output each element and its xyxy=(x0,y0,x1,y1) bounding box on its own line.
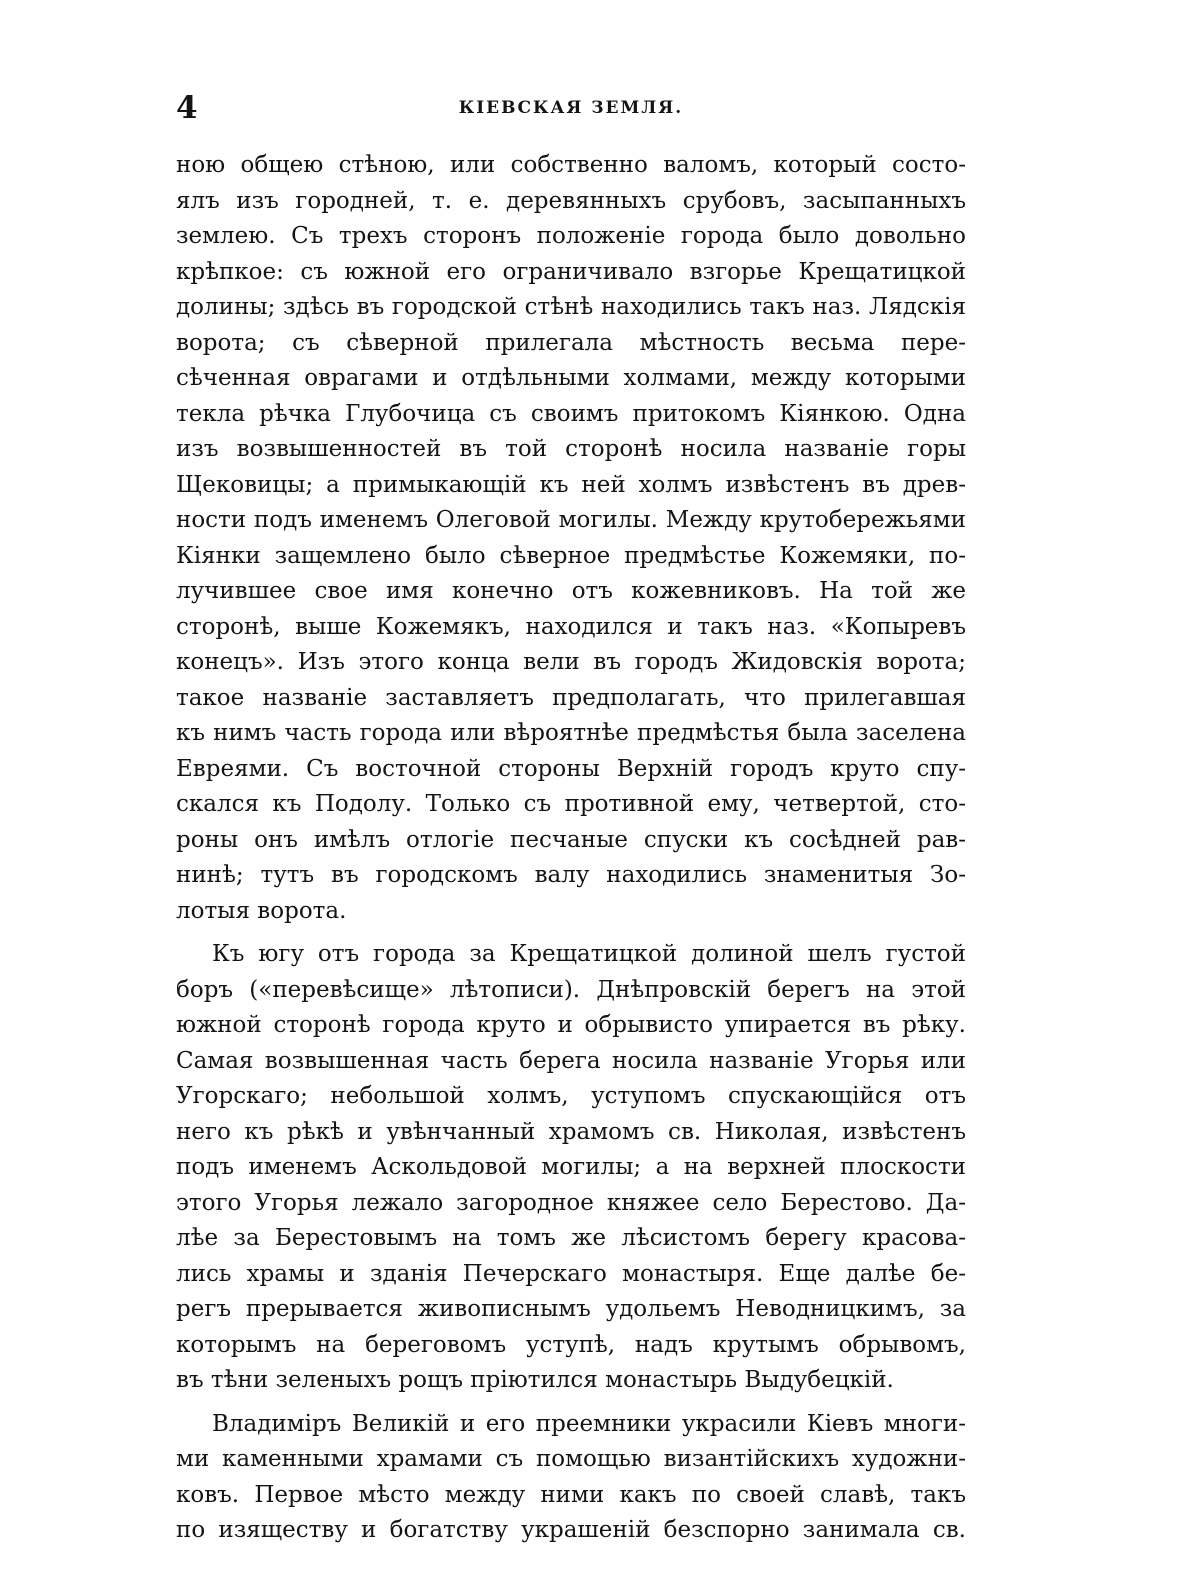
text-line: этого Угорья лежало загородное княжее село Берестово. Да- xyxy=(176,1189,966,1216)
text-line: ворота; съ сѣверной прилегала мѣстность весьма пере- xyxy=(176,329,966,356)
text-line: Евреями. Съ восточной стороны Верхній городъ круто спу- xyxy=(176,755,966,782)
text-line: текла рѣчка Глубочица съ своимъ притокомъ Кіянкою. Одна xyxy=(176,400,966,427)
text-line: крѣпкое: съ южной его ограничивало взгорье Крещатицкой xyxy=(176,258,966,285)
paragraph-3 xyxy=(176,1407,966,1549)
paragraph-1 xyxy=(176,148,966,929)
text-line: сторонѣ, выше Кожемякъ, находился и такъ наз. «Копыревъ xyxy=(176,613,966,640)
text-line: Самая возвышенная часть берега носила названіе Угорья или xyxy=(176,1047,966,1074)
text-line: ною общею стѣною, или собственно валомъ, который состо- xyxy=(176,152,966,178)
text-line: лѣе за Берестовымъ на томъ же лѣсистомъ берегу красова- xyxy=(176,1225,966,1251)
text-line: Щековицы; а примыкающій къ ней холмъ извѣстенъ въ древ- xyxy=(176,471,966,498)
text-line: лучившее свое имя конечно отъ кожевниковъ. На той же xyxy=(176,578,966,604)
text-line: подъ именемъ Аскольдовой могилы; а на верхней плоскости xyxy=(176,1154,966,1180)
text-line: конецъ». Изъ этого конца вели въ городъ Жидовскія ворота; xyxy=(176,649,966,675)
text-line: такое названіе заставляетъ предполагать, что прилегавшая xyxy=(176,684,966,711)
page-body xyxy=(176,148,966,1549)
text-line: Угорскаго; небольшой холмъ, уступомъ спускающійся отъ xyxy=(176,1083,966,1109)
text-line: лотыя ворота. xyxy=(176,897,347,924)
text-line: скался къ Подолу. Только съ противной ему, четвертой, сто- xyxy=(176,791,966,817)
text-line: изъ возвышенностей въ той сторонѣ носила названіе горы xyxy=(176,436,966,462)
text-line: ми каменными храмами съ помощью византійскихъ художни- xyxy=(176,1446,966,1472)
text-line: землею. Съ трехъ сторонъ положеніе города было довольно xyxy=(176,223,966,249)
text-line: Кіянки защемлено было сѣверное предмѣстье Кожемяки, по- xyxy=(176,542,966,569)
text-line: которымъ на береговомъ уступѣ, надъ крутымъ обрывомъ, xyxy=(176,1331,966,1358)
text-line: регъ прерывается живописнымъ удольемъ Неводницкимъ, за xyxy=(176,1296,966,1322)
text-line: роны онъ имѣлъ отлогіе песчаные спуски къ сосѣдней рав- xyxy=(176,826,966,853)
text-line: по изяществу и богатству украшеній безспорно занимала св. xyxy=(176,1517,966,1543)
text-line: лись храмы и зданія Печерскаго монастыря. Еще далѣе бе- xyxy=(176,1260,966,1287)
page-number: 4 xyxy=(176,90,198,126)
text-line: боръ («перевѣсище» лѣтописи). Днѣпровскій берегъ на этой xyxy=(176,976,966,1003)
paragraph-gap xyxy=(176,1399,966,1407)
text-line: къ нимъ часть города или вѣроятнѣе предмѣстья была заселена xyxy=(176,720,966,746)
text-line: ялъ изъ городней, т. е. деревянныхъ срубовъ, засыпанныхъ xyxy=(176,187,966,214)
text-line: ковъ. Первое мѣсто между ними какъ по своей славѣ, такъ xyxy=(176,1481,966,1508)
running-title: КІЕВСКАЯ ЗЕМЛЯ. xyxy=(458,98,684,118)
text-line: нинѣ; тутъ въ городскомъ валу находились знаменитыя Зо- xyxy=(176,862,966,888)
paragraph-gap xyxy=(176,929,966,937)
text-line: сѣченная оврагами и отдѣльными холмами, между которыми xyxy=(176,365,966,391)
text-line: южной сторонѣ города круто и обрывисто упирается въ рѣку. xyxy=(176,1012,966,1038)
page-header xyxy=(176,88,966,128)
text-line: Владиміръ Великій и его преемники украсили Кіевъ многи- xyxy=(212,1410,966,1437)
text-line: него къ рѣкѣ и увѣнчанный храмомъ св. Николая, извѣстенъ xyxy=(176,1118,966,1145)
text-line: долины; здѣсь въ городской стѣнѣ находились такъ наз. Лядскія xyxy=(176,294,966,320)
paragraph-2 xyxy=(176,937,966,1399)
text-line: ности подъ именемъ Олеговой могилы. Между крутобережьями xyxy=(176,507,966,533)
text-line: Къ югу отъ города за Крещатицкой долиной шелъ густой xyxy=(212,941,966,967)
text-line: въ тѣни зеленыхъ рощъ пріютился монастырь Выдубецкій. xyxy=(176,1367,894,1393)
